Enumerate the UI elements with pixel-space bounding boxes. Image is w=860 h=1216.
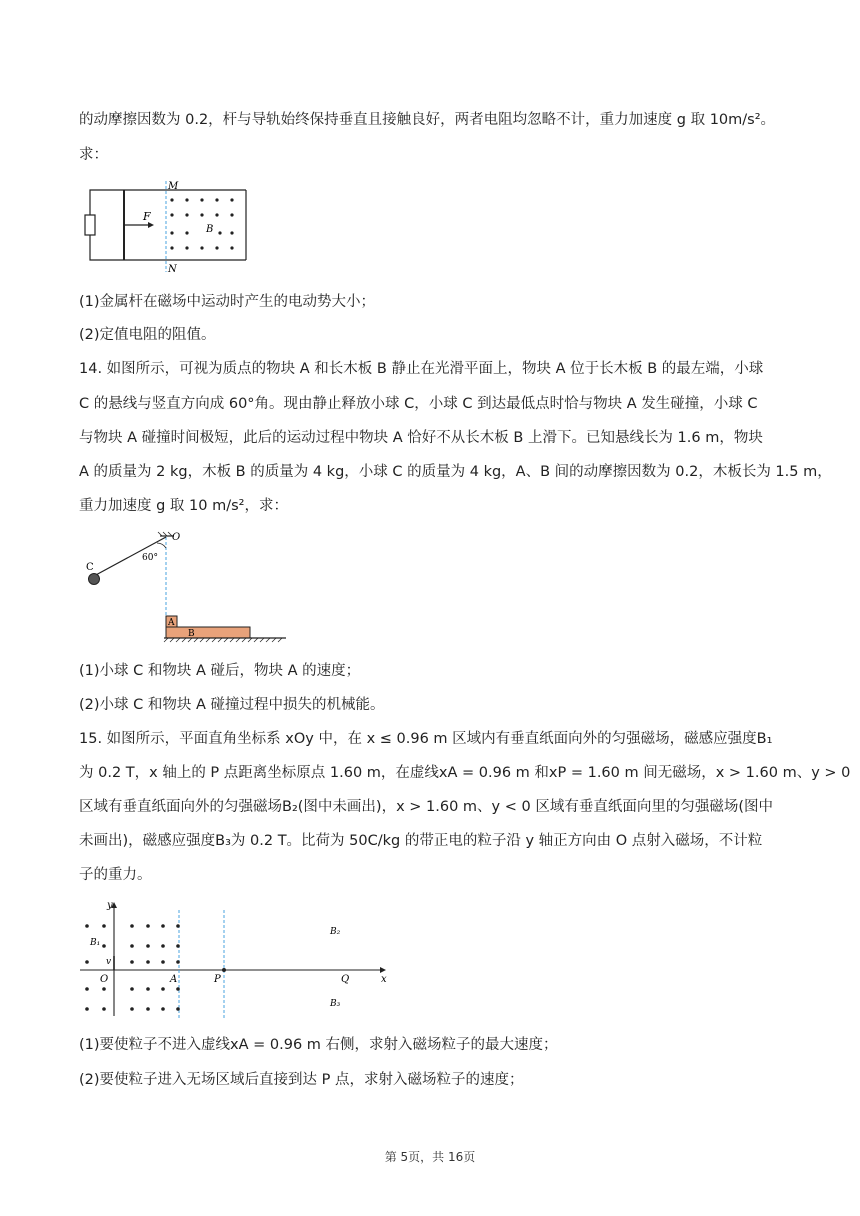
label-A: A [168, 618, 175, 628]
q14-line-4: A 的质量为 2 kg，木板 B 的质量为 4 kg，小球 C 的质量为 4 kg，A、B 间的动摩擦因数为 0.2，木板长为 1.5 m， [79, 464, 832, 480]
field-dots [170, 198, 233, 249]
board-B [166, 627, 250, 638]
label-F: F [143, 210, 151, 223]
page-footer: 第 5页，共 16页 [384, 1150, 476, 1164]
q14-line-1: 14. 如图所示，可视为质点的物块 A 和长木板 B 静止在光滑平面上，物块 A 位于长木板 B 的最左端，小球 [79, 361, 764, 377]
q13-line-2: 求： [79, 147, 108, 163]
q15-line-1: 15. 如图所示，平面直角坐标系 xOy 中，在 x ≤ 0.96 m 区域内有垂直纸面向外的匀强磁场，磁感应强度B₁ [79, 731, 773, 747]
q15-sub-2: (2)要使粒子进入无场区域后直接到达 P 点，求射入磁场粒子的速度； [79, 1072, 524, 1088]
q13-sub-1: (1)金属杆在磁场中运动时产生的电动势大小； [79, 294, 376, 310]
label-B1: B₁ [90, 938, 101, 948]
label-angle: 60° [142, 553, 158, 563]
label-B: B [206, 224, 214, 235]
resistor-icon [85, 215, 95, 235]
ball-C [89, 574, 100, 585]
q14-line-5: 重力加速度 g 取 10 m/s²，求： [79, 498, 288, 514]
label-O: O [172, 532, 181, 543]
q15-line-2: 为 0.2 T，x 轴上的 P 点距离坐标原点 1.60 m，在虚线xA = 0.96 m 和xP = 1.60 m 间无磁场，x > 1.60 m、y > 0 [79, 765, 851, 781]
q15-line-3: 区域有垂直纸面向外的匀强磁场B₂(图中未画出)，x > 1.60 m、y < 0 区域有垂直纸面向里的匀强磁场(图中 [79, 799, 773, 815]
label-B2: B₂ [330, 927, 341, 937]
label-Q: Q [341, 974, 350, 985]
label-y: y [107, 900, 113, 911]
q15-line-5: 子的重力。 [79, 867, 152, 883]
q13-figure [80, 178, 260, 276]
label-C: C [86, 562, 94, 573]
label-P: P [214, 974, 221, 985]
label-N: N [168, 264, 177, 275]
label-B: B [188, 629, 195, 639]
q15-line-4: 未画出)，磁感应强度B₃为 0.2 T。比荷为 50C/kg 的带正电的粒子沿 y 轴正方向由 O 点射入磁场，不计粒 [79, 833, 763, 849]
q15-sub-1: (1)要使粒子不进入虚线xA = 0.96 m 右侧，求射入磁场粒子的最大速度； [79, 1037, 558, 1053]
label-v: v [106, 957, 112, 967]
q15-figure [78, 898, 398, 1022]
q13-line-1: 的动摩擦因数为 0.2，杆与导轨始终保持垂直且接触良好，两者电阻均忽略不计，重力加速度 g 取 10m/s²。 [79, 112, 776, 128]
label-B3: B₃ [330, 999, 341, 1009]
label-M: M [168, 181, 179, 192]
q13-sub-2: (2)定值电阻的阻值。 [79, 327, 216, 343]
q14-sub-1: (1)小球 C 和物块 A 碰后，物块 A 的速度； [79, 663, 361, 679]
label-A: A [170, 974, 178, 985]
q14-line-3: 与物块 A 碰撞时间极短，此后的运动过程中物块 A 恰好不从长木板 B 上滑下。已知悬线长为 1.6 m，物块 [79, 430, 763, 446]
q14-figure [80, 528, 295, 646]
label-O: O [100, 974, 109, 985]
q14-line-2: C 的悬线与竖直方向成 60°角。现由静止释放小球 C，小球 C 到达最低点时恰与物块 A 发生碰撞，小球 C [79, 396, 758, 412]
point-P [222, 968, 226, 972]
label-x: x [381, 974, 387, 985]
q14-sub-2: (2)小球 C 和物块 A 碰撞过程中损失的机械能。 [79, 697, 385, 713]
